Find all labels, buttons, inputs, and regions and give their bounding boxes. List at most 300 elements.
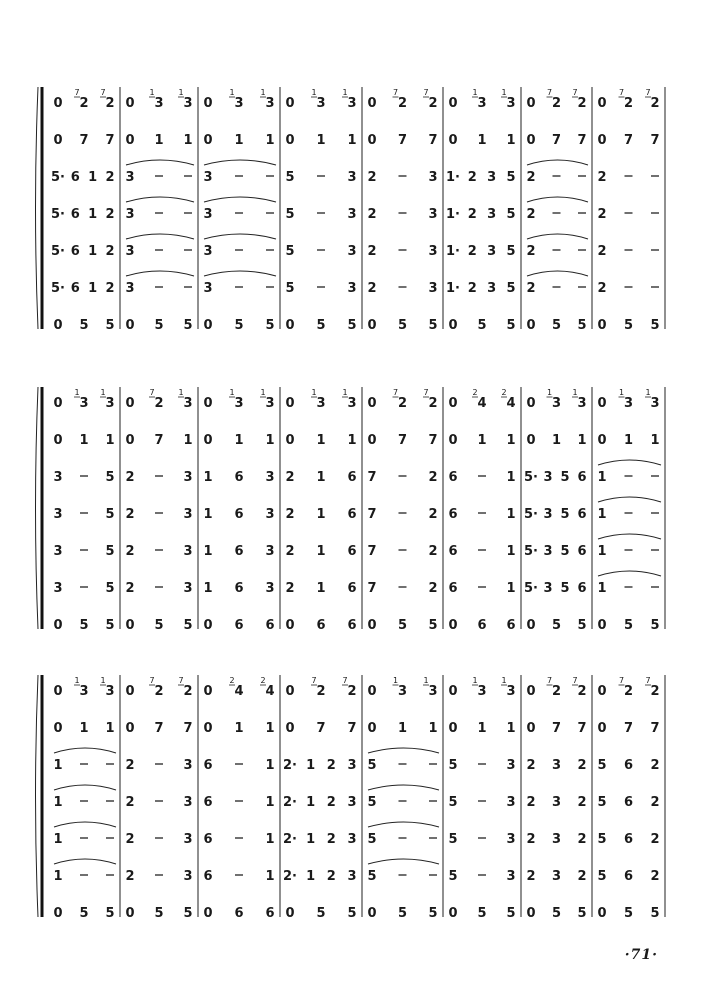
note: 5: [397, 318, 408, 333]
note: 5: [650, 906, 660, 921]
note: 5: [551, 618, 562, 633]
note: 7: [154, 721, 164, 736]
note: 5·: [51, 170, 65, 185]
note: 0: [448, 684, 458, 699]
note: 1: [316, 470, 326, 485]
note: 3: [487, 170, 497, 185]
note: 1: [265, 758, 275, 773]
note: 1: [105, 433, 115, 448]
note: 7: [650, 133, 660, 148]
note: 1: [506, 507, 516, 522]
note: 7: [428, 433, 438, 448]
grace-note: 1: [311, 388, 317, 397]
note: 2: [650, 869, 660, 884]
note: 5: [448, 758, 458, 773]
note: 0: [526, 721, 536, 736]
grace-note: 1: [178, 388, 184, 397]
note: 1: [577, 433, 587, 448]
tie-slur: [527, 197, 588, 202]
note: 1: [306, 758, 316, 773]
note: 0: [526, 906, 536, 921]
note: 3: [79, 684, 89, 699]
note: 5·: [51, 281, 65, 296]
tie-slur: [598, 460, 661, 465]
note: 7: [154, 433, 164, 448]
note: 2: [105, 281, 115, 296]
note: 2: [326, 869, 336, 884]
note: 3: [125, 170, 135, 185]
note: 1: [183, 133, 193, 148]
grace-note: 7: [423, 88, 429, 97]
note: 6: [623, 758, 634, 773]
grace-note: 2: [260, 676, 266, 685]
note: 1: [265, 133, 275, 148]
note: 5·: [51, 244, 65, 259]
tie-slur: [126, 160, 194, 165]
note: 3: [543, 507, 553, 522]
note: 3: [234, 396, 244, 411]
note: 3: [347, 170, 357, 185]
note: 2: [316, 684, 326, 699]
note: 1: [551, 433, 562, 448]
note: 1: [477, 133, 487, 148]
note: 3: [397, 684, 408, 699]
note: 6: [448, 470, 458, 485]
note: 2: [526, 758, 536, 773]
note: 3: [105, 684, 115, 699]
note: 5: [285, 207, 295, 222]
grace-note: 1: [311, 88, 317, 97]
note: 1: [203, 470, 213, 485]
note: 5: [597, 758, 607, 773]
note: 0: [526, 396, 536, 411]
note: 7: [428, 133, 438, 148]
note: 6: [347, 544, 357, 559]
note: 4: [265, 684, 275, 699]
note: 3: [347, 832, 357, 847]
note: 5: [428, 318, 438, 333]
note: 3: [551, 795, 562, 810]
note: 1·: [446, 281, 460, 296]
note: 1·: [446, 244, 460, 259]
note: 6: [234, 544, 244, 559]
note: 0: [203, 721, 213, 736]
note: 3: [551, 869, 562, 884]
note: 2: [105, 96, 115, 111]
note: 5: [316, 906, 326, 921]
note: 3: [183, 581, 193, 596]
note: 7: [367, 470, 377, 485]
note: 2: [577, 832, 587, 847]
note: 6: [577, 581, 587, 596]
tie-slur: [598, 571, 661, 576]
grace-note: 1: [260, 388, 266, 397]
grace-note: 1: [342, 88, 348, 97]
note: 5: [154, 906, 164, 921]
note: 0: [125, 396, 135, 411]
note: 0: [125, 906, 135, 921]
note: 2·: [283, 795, 297, 810]
note: 0: [125, 96, 135, 111]
grace-note: 1: [260, 88, 266, 97]
note: 0: [203, 906, 213, 921]
note: 1: [597, 544, 607, 559]
note: 3: [543, 581, 553, 596]
note: 1: [265, 869, 275, 884]
note: 0: [53, 396, 63, 411]
note: 3: [428, 244, 438, 259]
note: 2: [347, 684, 357, 699]
note: 5: [551, 906, 562, 921]
note: 0: [526, 618, 536, 633]
note: 5: [506, 906, 516, 921]
note: 6: [70, 207, 80, 222]
note: 1: [428, 721, 438, 736]
note: 2: [125, 581, 135, 596]
note: 1: [234, 133, 244, 148]
note: 5: [623, 318, 634, 333]
note: 1: [88, 170, 98, 185]
note: 4: [234, 684, 244, 699]
note: 3: [183, 507, 193, 522]
note: 2: [526, 795, 536, 810]
note: 2: [650, 684, 660, 699]
grace-note: 7: [74, 88, 80, 97]
note: 0: [125, 618, 135, 633]
note: 2: [326, 832, 336, 847]
grace-note: 1: [546, 388, 553, 397]
note: 7: [183, 721, 193, 736]
note: 5: [650, 318, 660, 333]
grace-note: 2: [472, 388, 478, 397]
note: 6: [316, 618, 326, 633]
note: 5: [477, 318, 487, 333]
note: 5: [367, 795, 377, 810]
note: 2: [650, 832, 660, 847]
note: 3: [203, 207, 213, 222]
note: 3: [428, 281, 438, 296]
note: 3: [265, 581, 275, 596]
note: 7: [551, 133, 562, 148]
grace-note: 1: [229, 388, 235, 397]
note: 3: [234, 96, 244, 111]
note: 2: [105, 170, 115, 185]
note: 3: [265, 96, 275, 111]
note: 3: [125, 207, 135, 222]
grace-note: 7: [311, 676, 317, 685]
note: 6: [577, 507, 587, 522]
note: 3: [265, 470, 275, 485]
note: 2: [285, 581, 295, 596]
note: 7: [623, 721, 634, 736]
note: 2: [125, 507, 135, 522]
grace-note: 7: [149, 388, 155, 397]
note: 1: [597, 507, 607, 522]
note: 1: [234, 433, 244, 448]
note: 0: [367, 96, 377, 111]
note: 0: [367, 433, 377, 448]
note: 1: [79, 721, 89, 736]
note: 0: [53, 318, 63, 333]
note: 7: [623, 133, 634, 148]
grace-note: 7: [546, 88, 553, 97]
note: 0: [597, 906, 607, 921]
note: 2: [551, 96, 562, 111]
tie-slur: [527, 271, 588, 276]
note: 1: [506, 721, 516, 736]
note: 1·: [446, 207, 460, 222]
note: 3: [347, 396, 357, 411]
grace-note: 7: [342, 676, 348, 685]
note: 1: [306, 869, 316, 884]
note: 4: [477, 396, 487, 411]
note: 2: [650, 758, 660, 773]
grace-note: 7: [645, 676, 651, 685]
grace-note: 1: [100, 388, 106, 397]
note: 0: [53, 133, 63, 148]
note: 0: [597, 721, 607, 736]
note: 3: [53, 544, 63, 559]
note: 3: [265, 396, 275, 411]
note: 0: [597, 318, 607, 333]
note: 6: [234, 507, 244, 522]
note: 0: [53, 684, 63, 699]
note: 2: [428, 96, 438, 111]
note: 1: [650, 433, 660, 448]
note: 3: [347, 244, 357, 259]
note: 0: [448, 396, 458, 411]
note: 3: [506, 684, 516, 699]
note: 2: [285, 507, 295, 522]
note: 2: [326, 795, 336, 810]
note: 5: [397, 906, 408, 921]
note: 2: [125, 795, 135, 810]
note: 5·: [524, 470, 538, 485]
note: 0: [526, 96, 536, 111]
note: 2: [105, 207, 115, 222]
note: 5: [154, 618, 164, 633]
note: 3: [428, 170, 438, 185]
note: 6: [203, 832, 213, 847]
note: 3: [487, 281, 497, 296]
note: 0: [203, 96, 213, 111]
note: 3: [183, 96, 193, 111]
note: 5: [79, 618, 89, 633]
note: 5: [105, 318, 115, 333]
note: 5: [105, 507, 115, 522]
note: 3: [183, 832, 193, 847]
grace-note: 2: [501, 388, 507, 397]
note: 1: [316, 544, 326, 559]
note: 2: [183, 684, 193, 699]
note: 0: [53, 433, 63, 448]
note: 2: [367, 170, 377, 185]
note: 2: [577, 684, 587, 699]
note: 1: [265, 433, 275, 448]
note: 5: [560, 470, 570, 485]
note: 3: [506, 832, 516, 847]
note: 3: [203, 281, 213, 296]
note: 5·: [524, 507, 538, 522]
note: 2: [623, 96, 634, 111]
note: 3: [347, 281, 357, 296]
grace-note: 7: [100, 88, 106, 97]
note: 0: [367, 618, 377, 633]
grace-note: 1: [229, 88, 235, 97]
note: 5: [105, 470, 115, 485]
note: 2: [467, 170, 477, 185]
note: 1·: [446, 170, 460, 185]
note: 5: [560, 581, 570, 596]
note: 0: [285, 906, 295, 921]
note: 5: [105, 544, 115, 559]
system-bracket: [36, 675, 39, 917]
grace-note: 1: [472, 88, 478, 97]
note: 3: [183, 470, 193, 485]
note: 2: [467, 244, 477, 259]
note: 0: [367, 133, 377, 148]
note: 5: [577, 318, 587, 333]
note: 3: [125, 281, 135, 296]
note: 5: [597, 869, 607, 884]
note: 3: [543, 470, 553, 485]
note: 0: [448, 318, 458, 333]
note: 5: [650, 618, 660, 633]
note: 1: [203, 581, 213, 596]
note: 0: [53, 618, 63, 633]
grace-note: 1: [618, 388, 625, 397]
note: 0: [125, 133, 135, 148]
note: 1: [306, 832, 316, 847]
grace-note: 7: [392, 88, 399, 97]
note: 0: [367, 684, 377, 699]
grace-note: 1: [572, 388, 578, 397]
note: 0: [285, 318, 295, 333]
note: 2: [597, 244, 607, 259]
note: 2: [526, 170, 536, 185]
note: 3: [506, 96, 516, 111]
note: 5: [397, 618, 408, 633]
note: 0: [597, 684, 607, 699]
note: 1: [316, 133, 326, 148]
note: 3: [428, 684, 438, 699]
grace-note: 1: [501, 88, 507, 97]
note: 1: [88, 281, 98, 296]
tie-slur: [527, 160, 588, 165]
note: 2: [326, 758, 336, 773]
grace-note: 7: [618, 88, 625, 97]
note: 0: [448, 721, 458, 736]
note: 0: [597, 618, 607, 633]
note: 5: [367, 758, 377, 773]
note: 3: [551, 758, 562, 773]
note: 3: [428, 207, 438, 222]
note: 3: [347, 758, 357, 773]
note: 1: [234, 721, 244, 736]
note: 1: [265, 795, 275, 810]
note: 7: [577, 721, 587, 736]
note: 6: [234, 470, 244, 485]
note: 4: [506, 396, 516, 411]
note: 1: [306, 795, 316, 810]
note: 0: [203, 318, 213, 333]
note: 0: [125, 684, 135, 699]
note: 2: [125, 758, 135, 773]
note: 3: [265, 507, 275, 522]
note: 1: [53, 869, 63, 884]
note: 6: [623, 832, 634, 847]
note: 6: [265, 906, 275, 921]
note: 3: [477, 684, 487, 699]
note: 1: [506, 133, 516, 148]
note: 6: [577, 470, 587, 485]
note: 1: [88, 207, 98, 222]
note: 0: [597, 133, 607, 148]
note: 5: [285, 281, 295, 296]
note: 3: [105, 396, 115, 411]
note: 1: [53, 795, 63, 810]
note: 7: [650, 721, 660, 736]
note: 1: [265, 721, 275, 736]
note: 1: [88, 244, 98, 259]
note: 5: [597, 795, 607, 810]
note: 5: [428, 906, 438, 921]
note: 3: [623, 396, 634, 411]
note: 3: [551, 396, 562, 411]
note: 3: [347, 207, 357, 222]
note: 2: [597, 281, 607, 296]
grace-note: 1: [74, 388, 80, 397]
grace-note: 1: [74, 676, 80, 685]
note: 2: [285, 544, 295, 559]
note: 1: [477, 721, 487, 736]
note: 2: [428, 507, 438, 522]
grace-note: 1: [149, 88, 155, 97]
note: 0: [203, 396, 213, 411]
note: 6: [265, 618, 275, 633]
note: 0: [125, 318, 135, 333]
note: 5: [183, 318, 193, 333]
note: 3: [203, 244, 213, 259]
note: 1: [316, 433, 326, 448]
note: 1: [203, 544, 213, 559]
note: 3: [487, 244, 497, 259]
note: 2: [367, 244, 377, 259]
note: 7: [397, 433, 408, 448]
note: 1: [79, 433, 89, 448]
note: 5: [105, 581, 115, 596]
note: 5: [623, 618, 634, 633]
note: 2: [526, 869, 536, 884]
note: 1: [53, 758, 63, 773]
note: 2: [577, 795, 587, 810]
note: 1: [265, 832, 275, 847]
tie-slur: [368, 822, 439, 827]
note: 3: [543, 544, 553, 559]
note: 2: [428, 581, 438, 596]
grace-note: 7: [546, 676, 553, 685]
note: 5: [551, 318, 562, 333]
note: 5: [623, 906, 634, 921]
tie-slur: [368, 859, 439, 864]
note: 2: [79, 96, 89, 111]
note: 2: [467, 207, 477, 222]
note: 5: [448, 869, 458, 884]
note: 1: [506, 470, 516, 485]
tie-slur: [204, 234, 276, 239]
note: 5: [183, 618, 193, 633]
note: 2: [428, 544, 438, 559]
